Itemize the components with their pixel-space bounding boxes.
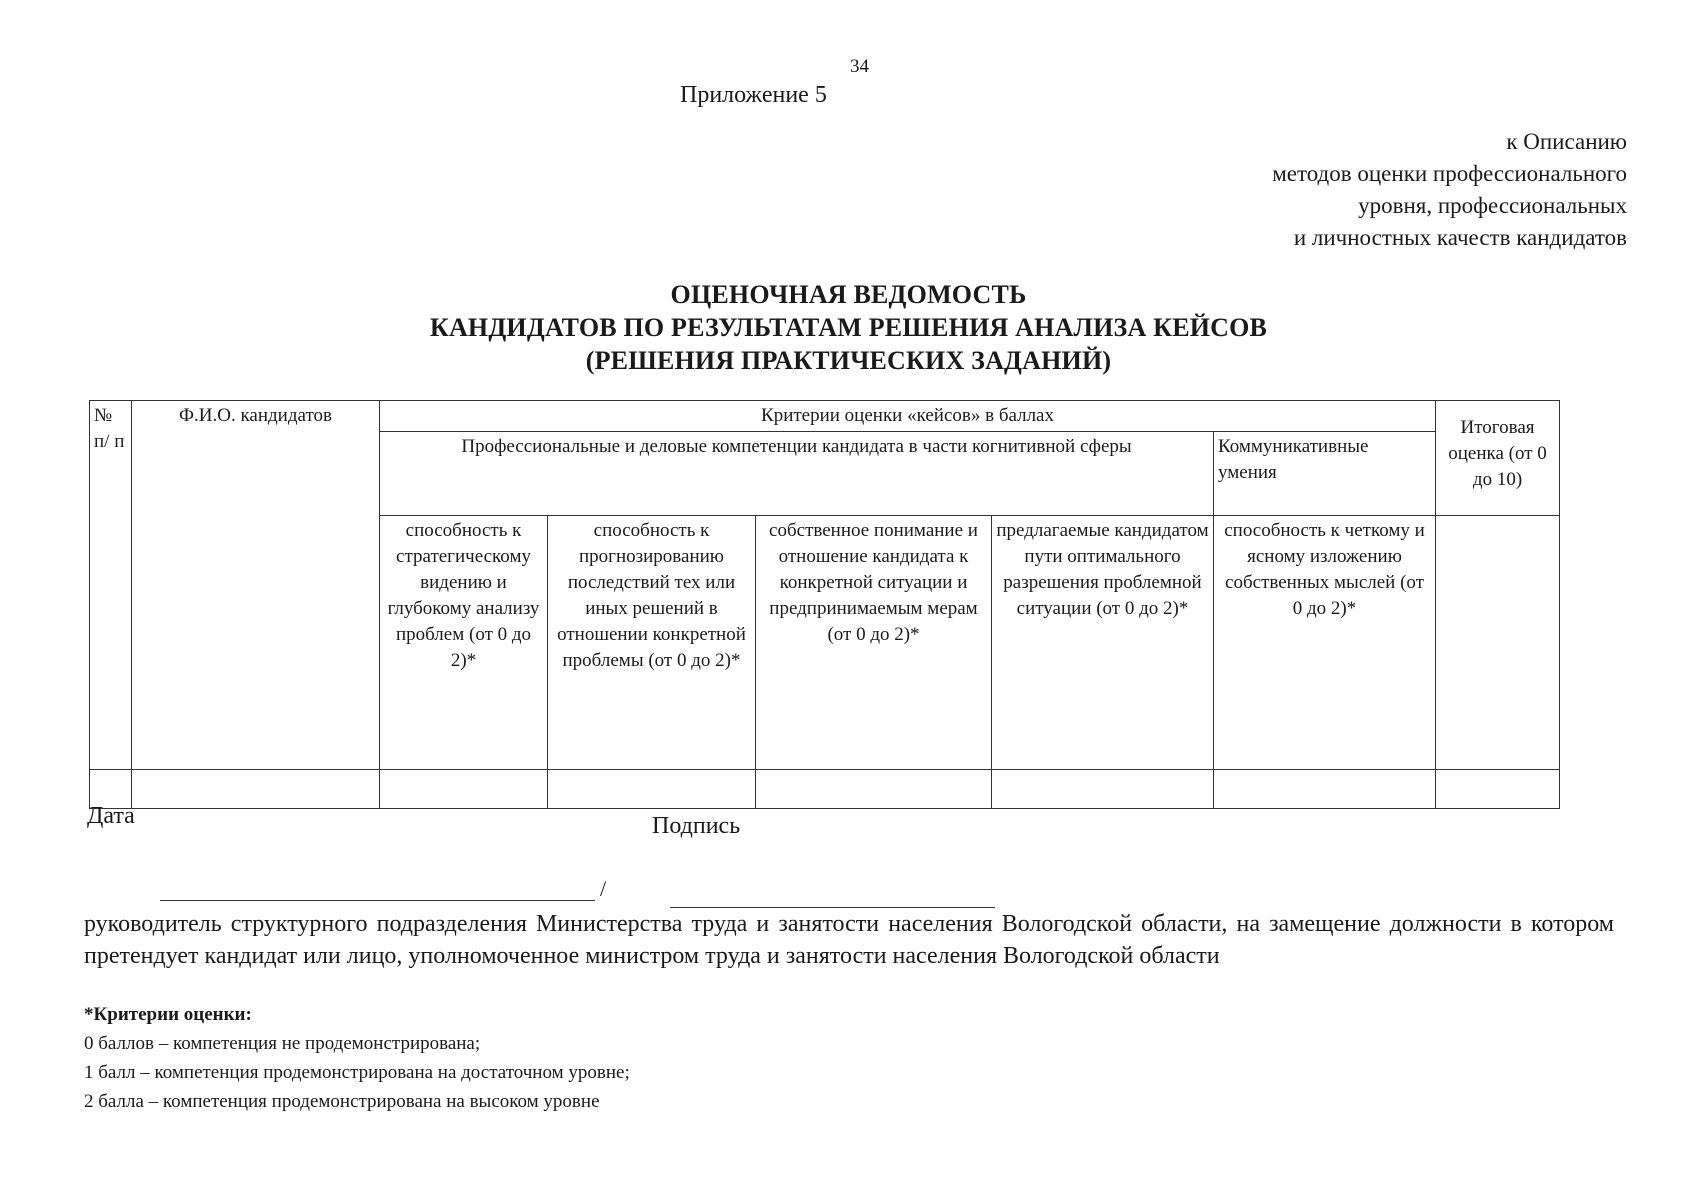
evaluation-table	[89, 400, 1560, 809]
header-number: № п/ п	[90, 401, 132, 770]
reference-line: и личностных качеств кандидатов	[1293, 225, 1627, 250]
signature-label: Подпись	[652, 813, 741, 839]
title-line: ОЦЕНОЧНАЯ ВЕДОМОСТЬ	[670, 280, 1027, 309]
reference-line: уровня, профессиональных	[1358, 193, 1627, 218]
title-line: КАНДИДАТОВ ПО РЕЗУЛЬТАТАМ РЕШЕНИЯ АНАЛИЗА КЕЙСОВ	[429, 313, 1268, 342]
cell-score[interactable]	[380, 770, 548, 809]
total-score-cell	[1436, 516, 1560, 770]
criterion-strategic-vision: способность к стратегическому видению и глубокому анализу проблем (от 0 до 2)*	[380, 516, 548, 770]
signatory-role: руководитель структурного подразделения Министерства труда и занятости населения Вологодской области, на замещение должности в котором претендует кандидат или лицо, уполномоченное министром труда и занятости населения Вологодской области	[84, 911, 1614, 969]
criteria-note-item: 0 баллов – компетенция не продемонстрирована;	[84, 1033, 481, 1054]
date-label: Дата	[87, 803, 135, 829]
criteria-notes-heading: *Критерии оценки:	[84, 1004, 252, 1025]
signature-line[interactable]	[160, 898, 595, 901]
cell-total[interactable]	[1436, 770, 1560, 809]
cell-score[interactable]	[992, 770, 1214, 809]
table-row	[90, 770, 1560, 809]
appendix-label: Приложение 5	[680, 82, 827, 108]
criteria-note-item: 1 балл – компетенция продемонстрирована на достаточном уровне;	[84, 1062, 630, 1083]
header-group-cognitive: Профессиональные и деловые компетенции кандидата в части когнитивной сферы	[380, 432, 1214, 516]
page-number: 34	[850, 56, 869, 77]
header-group-communicative: Коммуникативные умения	[1214, 432, 1436, 516]
criteria-notes	[84, 1000, 630, 1116]
criteria-note-item: 2 балла – компетенция продемонстрирована на высоком уровне	[84, 1091, 600, 1112]
criterion-forecasting: способность к прогнозированию последствий тех или иных решений в отношении конкретной проблемы (от 0 до 2)*	[548, 516, 756, 770]
criterion-clear-expression: способность к четкому и ясному изложению собственных мыслей (от 0 до 2)*	[1214, 516, 1436, 770]
reference-line: к Описанию	[1506, 129, 1627, 154]
cell-score[interactable]	[1214, 770, 1436, 809]
criterion-own-understanding: собственное понимание и отношение кандидата к конкретной ситуации и предпринимаемым мерам (от 0 до 2)*	[756, 516, 992, 770]
criterion-solution-paths: предлагаемые кандидатом пути оптимального разрешения проблемной ситуации (от 0 до 2)*	[992, 516, 1214, 770]
title-line: (РЕШЕНИЯ ПРАКТИЧЕСКИХ ЗАДАНИЙ)	[585, 346, 1112, 375]
signature-separator: /	[600, 876, 607, 901]
cell-candidate-name[interactable]	[132, 770, 380, 809]
header-candidate-name: Ф.И.О. кандидатов	[132, 401, 380, 770]
header-total-score: Итоговая оценка (от 0 до 10)	[1436, 401, 1560, 516]
document-reference	[1272, 126, 1627, 254]
header-criteria: Критерии оценки «кейсов» в баллах	[380, 401, 1436, 432]
reference-line: методов оценки профессионального	[1272, 161, 1627, 186]
document-title	[0, 278, 1697, 377]
cell-score[interactable]	[548, 770, 756, 809]
cell-score[interactable]	[756, 770, 992, 809]
